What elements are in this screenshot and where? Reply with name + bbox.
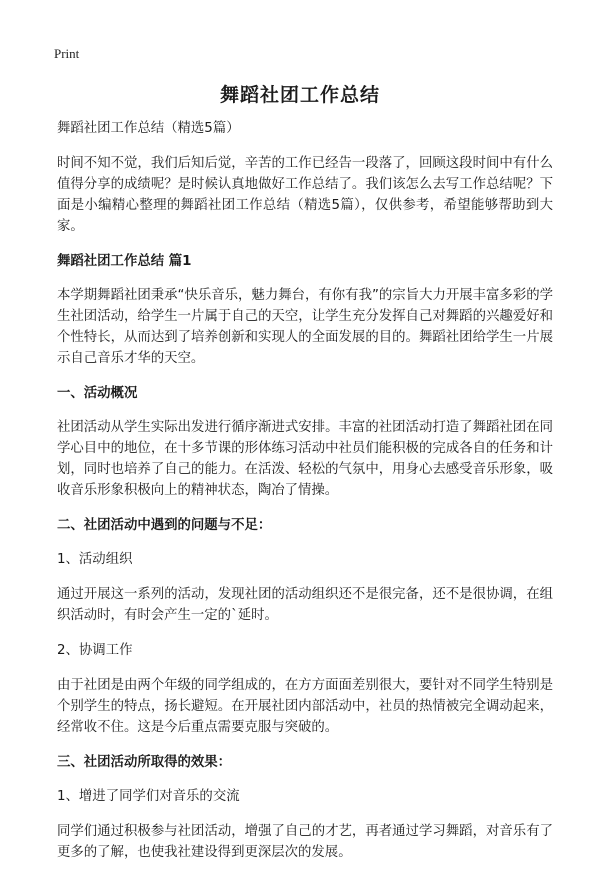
problem1-paragraph: 通过开展这一系列的活动，发现社团的活动组织还不是很完备，还不是很协调，在组织活动时，有时会产生一定的`延时。 xyxy=(57,587,553,623)
result1-paragraph: 同学们通过积极参与社团活动，增强了自己的才艺，再者通过学习舞蹈，对音乐有了更多的了解，也使我社建设得到更深层次的发展。 xyxy=(57,824,553,860)
results-heading: 三、社团活动所取得的效果： xyxy=(57,755,232,770)
print-label: Print xyxy=(54,46,80,61)
overview-paragraph: 社团活动从学生实际出发进行循序渐进式安排。丰富的社团活动打造了舞蹈社团在同学心目中的地位，在十多节课的形体练习活动中社员们能积极的完成各自的任务和计划，同时也培养了自己的能力。在活泼、轻松的气氛中，用身心去感受音乐形象，吸收音乐形象积极向上的精神状态，陶冶了情操。 xyxy=(57,420,553,498)
section1-paragraph: 本学期舞蹈社团秉承“快乐音乐，魅力舞台，有你有我”的宗旨大力开展丰富多彩的学生社团活动，给学生一片属于自己的天空，让学生充分发挥自己对舞蹈的兴趣爱好和个性特长，从而达到了培养创新和实现人的全面发展的目的。舞蹈社团给学生一片展示自己音乐才华的天空。 xyxy=(57,288,553,366)
problem2-paragraph: 由于社团是由两个年级的同学组成的，在方方面面差别很大，要针对不同学生特别是个别学生的特点，扬长避短。在开展社团内部活动中，社员的热情被完全调动起来，经常收不住。这是今后重点需要克服与突破的。 xyxy=(57,678,553,735)
page-title: 舞蹈社团工作总结 xyxy=(219,84,380,106)
problem1-title: 1、活动组织 xyxy=(57,552,133,567)
document-body xyxy=(57,118,553,877)
problems-heading: 二、社团活动中遇到的问题与不足： xyxy=(57,518,272,533)
intro-paragraph: 时间不知不觉，我们后知后觉，辛苦的工作已经告一段落了，回顾这段时间中有什么值得分享的成绩呢？是时候认真地做好工作总结了。我们该怎么去写工作总结呢？下面是小编精心整理的舞蹈社团工作总结（精选5篇），仅供参考，希望能够帮助到大家。 xyxy=(57,156,553,234)
overview-heading: 一、活动概况 xyxy=(57,386,138,401)
problem2-title: 2、协调工作 xyxy=(57,643,133,658)
result1-title: 1、增进了同学们对音乐的交流 xyxy=(57,789,240,804)
document-subtitle: 舞蹈社团工作总结（精选5篇） xyxy=(57,121,240,136)
section1-heading: 舞蹈社团工作总结 篇1 xyxy=(57,254,192,269)
